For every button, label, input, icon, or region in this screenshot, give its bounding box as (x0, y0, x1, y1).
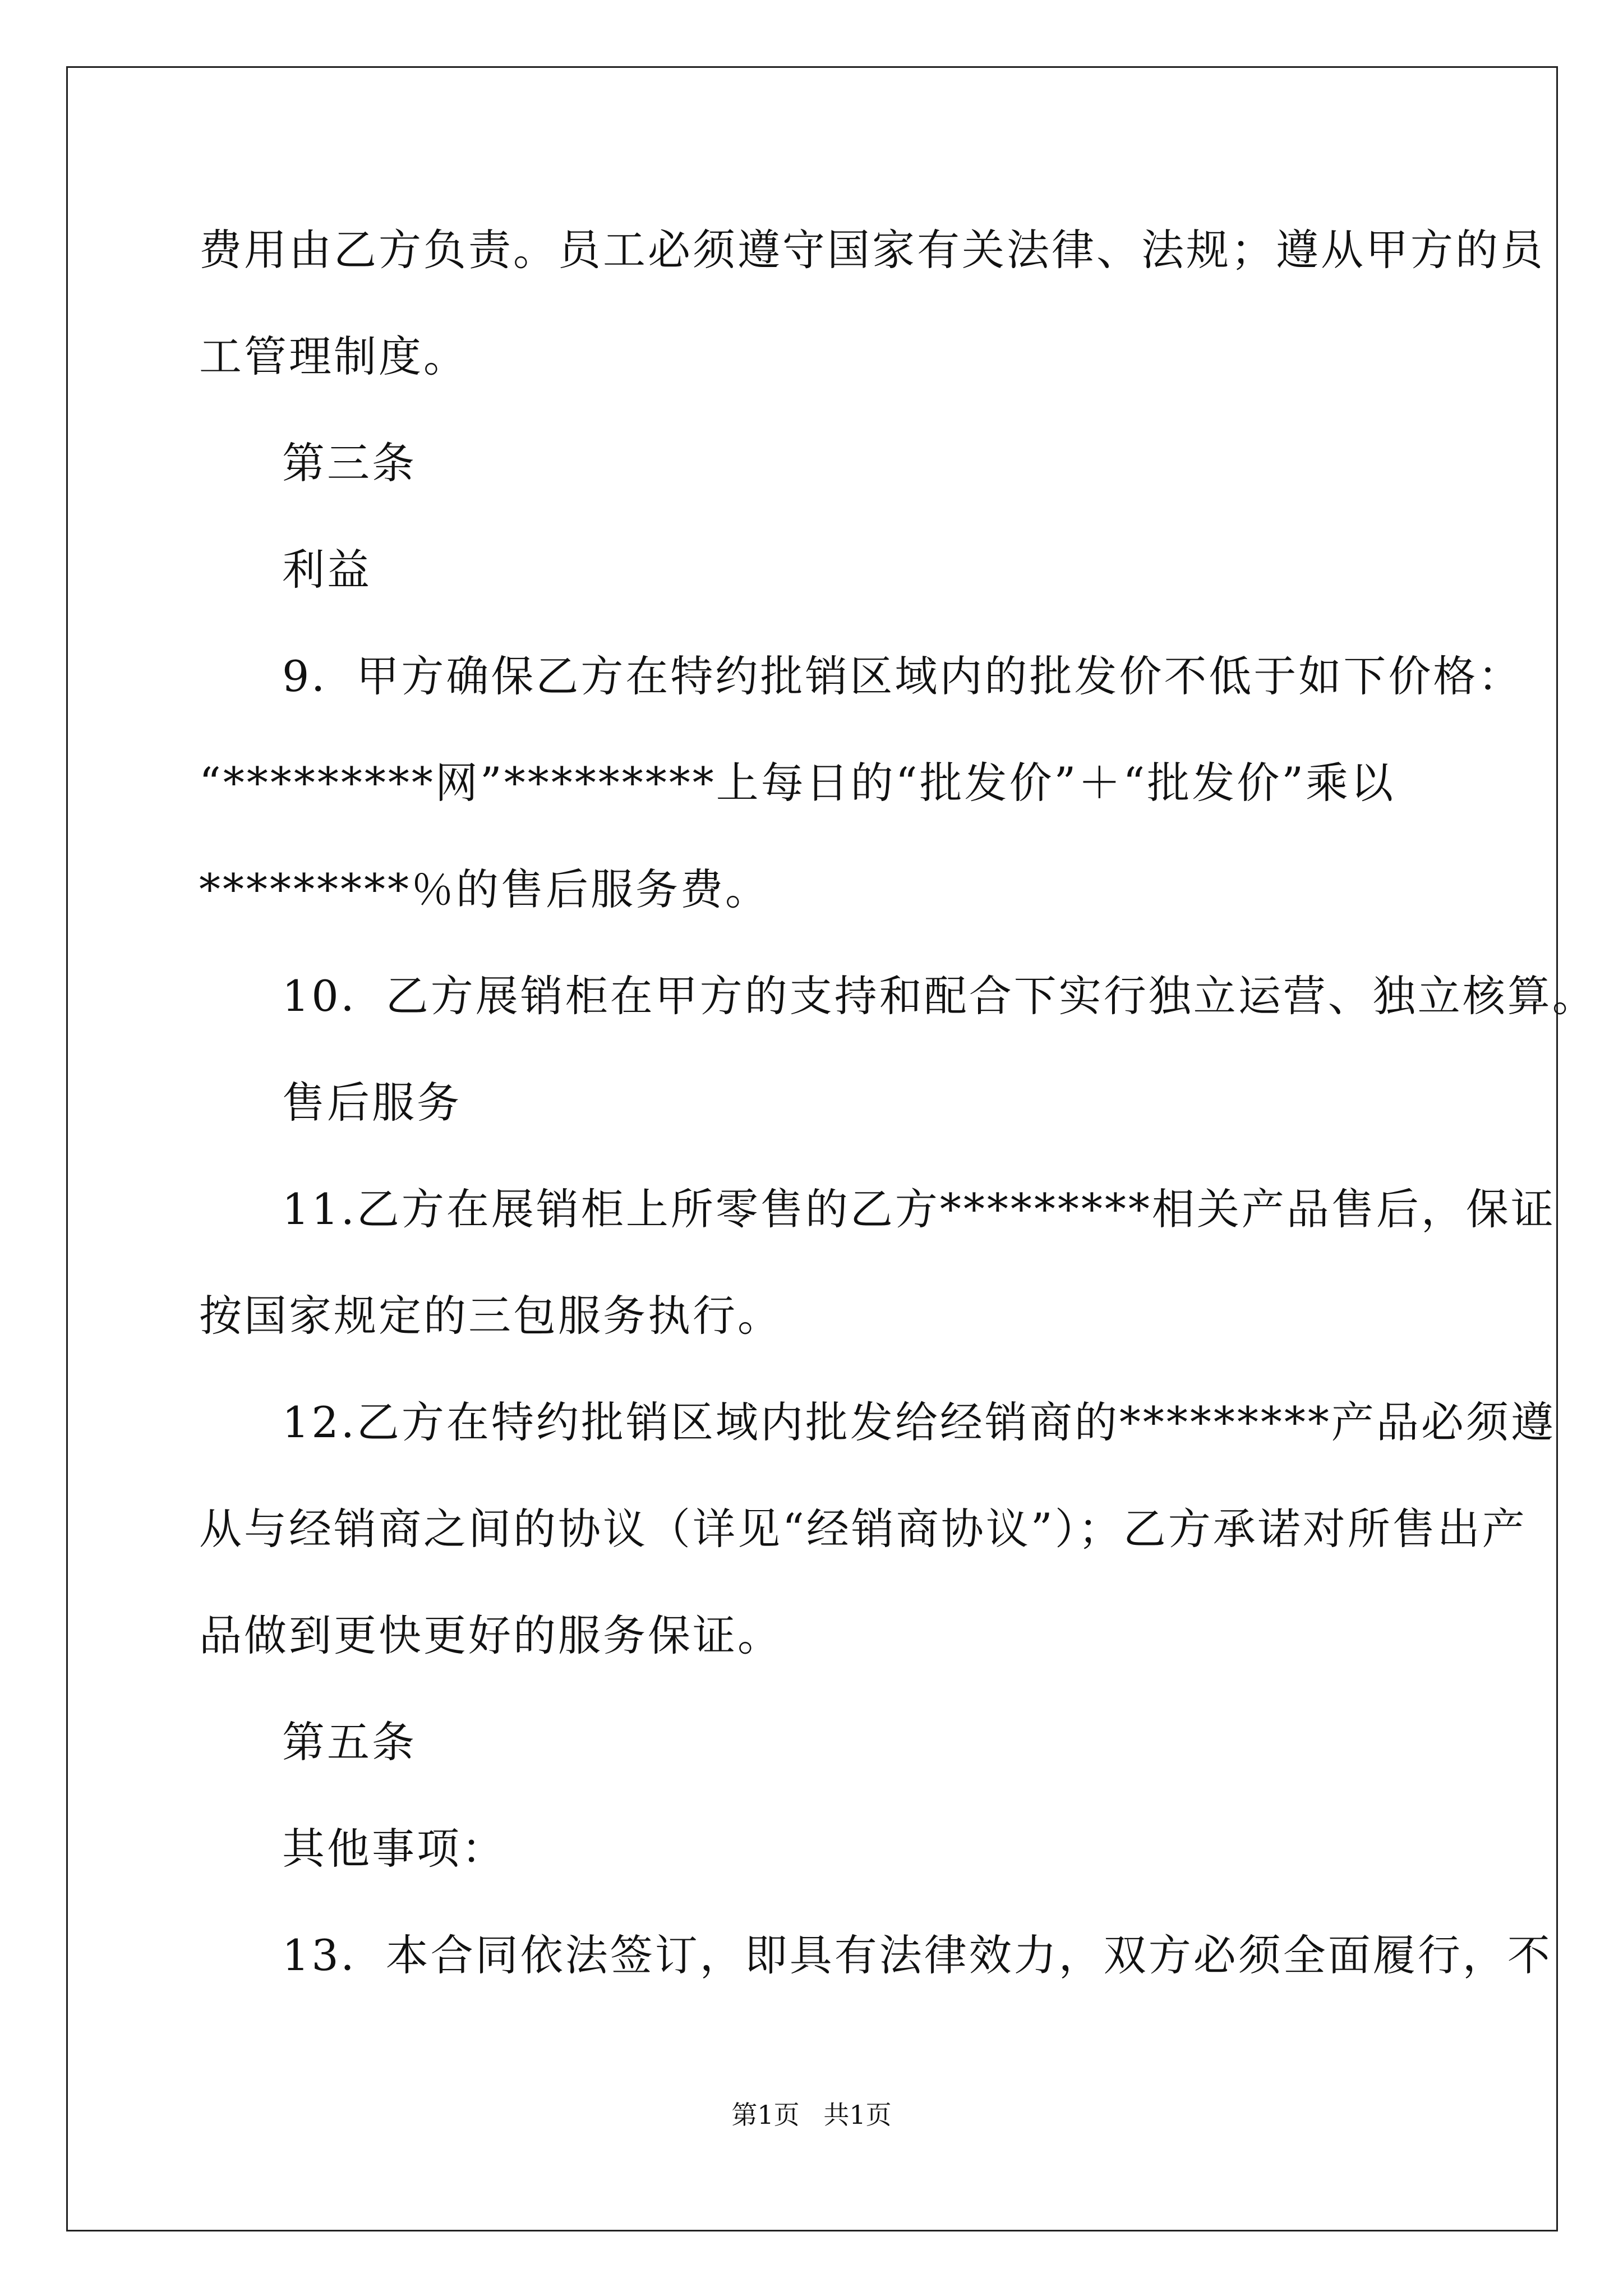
paragraph-line: 从与经销商之间的协议（详见“经销商协议”）；乙方承诺对所售出产 (199, 1504, 1527, 1554)
paragraph-line: 费用由乙方负责。员工必须遵守国家有关法律、法规；遵从甲方的员 (199, 225, 1545, 275)
paragraph-line: 品做到更快更好的服务保证。 (199, 1611, 782, 1660)
paragraph-line: 11.乙方在展销柜上所零售的乙方*********相关产品售后，保证 (282, 1184, 1556, 1234)
section-heading: 售后服务 (282, 1078, 462, 1128)
paragraph-line: “*********网”*********上每日的“批发价”＋“批发价”乘以 (199, 758, 1396, 808)
paragraph-line: 工管理制度。 (199, 332, 468, 381)
page-number-current: 第1页 (731, 2100, 800, 2130)
page-number-total: 共1页 (823, 2100, 892, 2130)
paragraph-line: 12.乙方在特约批销区域内批发给经销商的*********产品必须遵 (282, 1397, 1556, 1447)
paragraph-line: *********％的售后服务费。 (199, 864, 770, 914)
paragraph-line: 10．乙方展销柜在甲方的支持和配合下实行独立运营、独立核算。 (282, 971, 1597, 1021)
section-heading: 利益 (282, 545, 372, 595)
section-heading: 第三条 (282, 438, 417, 488)
document-body (199, 211, 1597, 2023)
paragraph-line: 13．本合同依法签订，即具有法律效力，双方必须全面履行，不 (282, 1930, 1552, 1980)
paragraph-line: 9．甲方确保乙方在特约批销区域内的批发价不低于如下价格： (282, 651, 1523, 701)
section-heading: 第五条 (282, 1717, 417, 1767)
section-heading: 其他事项： (282, 1824, 506, 1874)
page-footer (0, 2098, 1623, 2132)
paragraph-line: 按国家规定的三包服务执行。 (199, 1291, 782, 1341)
